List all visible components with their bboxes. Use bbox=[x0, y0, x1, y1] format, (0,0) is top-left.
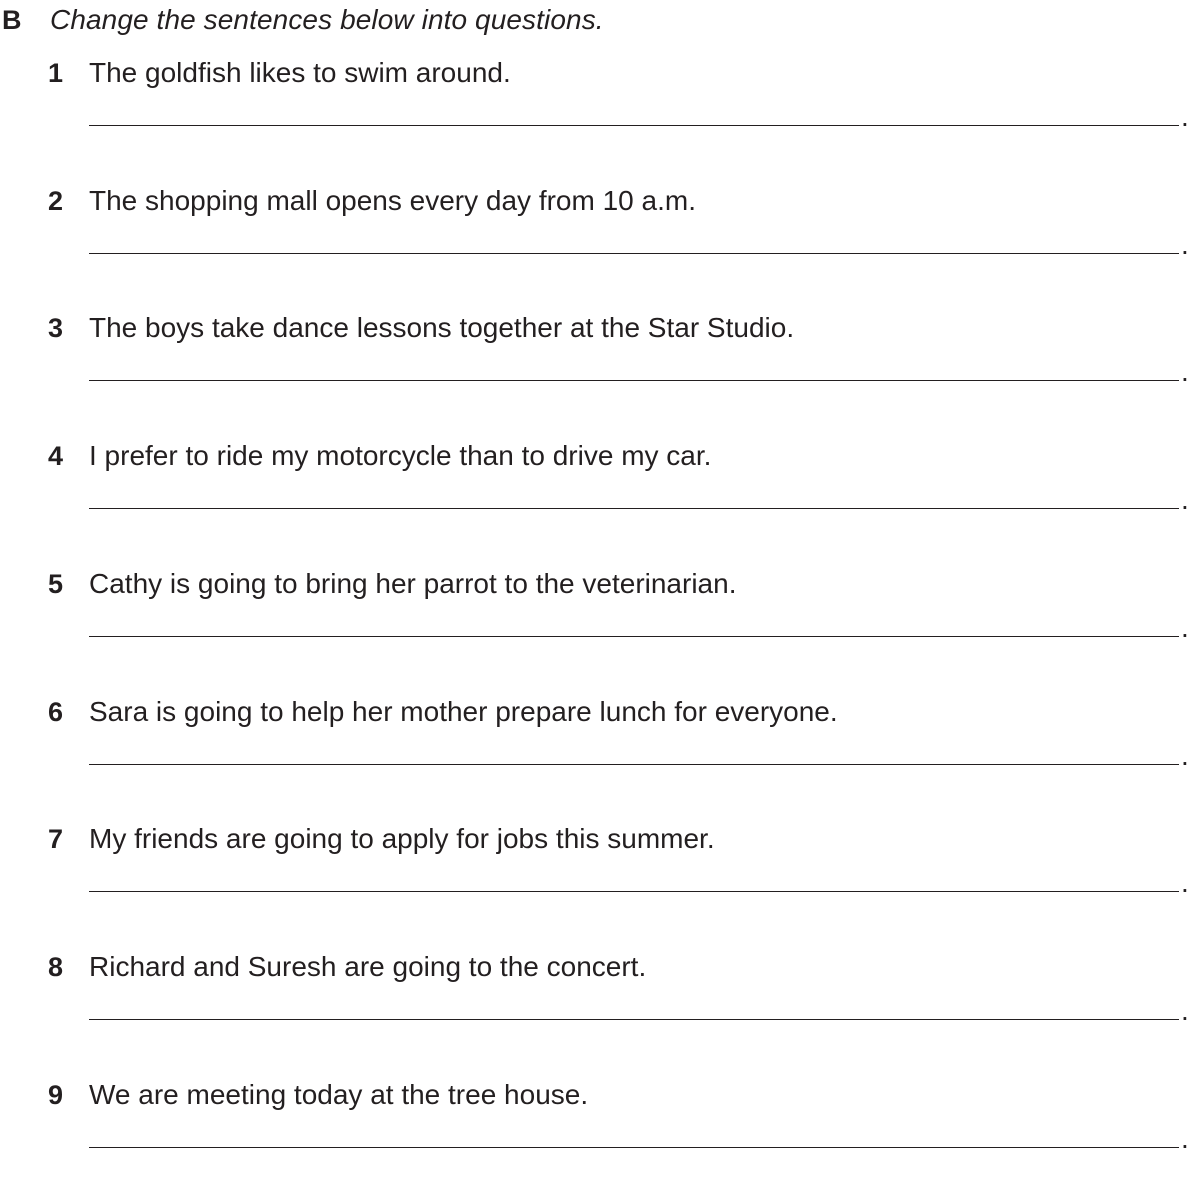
question-text: We are meeting today at the tree house. bbox=[89, 1079, 589, 1110]
question-item bbox=[0, 310, 1200, 410]
answer-line[interactable] bbox=[89, 508, 1179, 509]
answer-line[interactable] bbox=[89, 253, 1179, 254]
question-number: 9 bbox=[48, 1080, 64, 1110]
question-number: 3 bbox=[48, 313, 64, 343]
question-text: The shopping mall opens every day from 10 a.m. bbox=[89, 185, 696, 216]
answer-full-stop: . bbox=[1181, 995, 1189, 1026]
question-item bbox=[0, 566, 1200, 666]
answer-full-stop: . bbox=[1181, 101, 1189, 132]
question-text: The goldfish likes to swim around. bbox=[89, 57, 511, 88]
question-number: 2 bbox=[48, 186, 64, 216]
question-item bbox=[0, 949, 1200, 1049]
answer-full-stop: . bbox=[1181, 484, 1189, 515]
question-number: 8 bbox=[48, 952, 64, 982]
question-text: Richard and Suresh are going to the concert. bbox=[89, 951, 647, 982]
answer-full-stop: . bbox=[1181, 612, 1189, 643]
answer-full-stop: . bbox=[1181, 1123, 1189, 1154]
answer-full-stop: . bbox=[1181, 229, 1189, 260]
answer-line[interactable] bbox=[89, 636, 1179, 637]
question-item bbox=[0, 694, 1200, 794]
question-item bbox=[0, 183, 1200, 283]
question-item bbox=[0, 821, 1200, 921]
question-item bbox=[0, 1077, 1200, 1177]
answer-line[interactable] bbox=[89, 1019, 1179, 1020]
question-item bbox=[0, 55, 1200, 155]
answer-full-stop: . bbox=[1181, 740, 1189, 771]
section-letter: B bbox=[2, 4, 22, 35]
question-number: 6 bbox=[48, 697, 64, 727]
section-header bbox=[0, 2, 604, 38]
question-item bbox=[0, 438, 1200, 538]
question-text: My friends are going to apply for jobs this summer. bbox=[89, 823, 715, 854]
answer-line[interactable] bbox=[89, 1147, 1179, 1148]
question-text: Cathy is going to bring her parrot to the veterinarian. bbox=[89, 568, 737, 599]
answer-line[interactable] bbox=[89, 380, 1179, 381]
answer-full-stop: . bbox=[1181, 356, 1189, 387]
question-number: 7 bbox=[48, 824, 64, 854]
question-text: Sara is going to help her mother prepare lunch for everyone. bbox=[89, 696, 838, 727]
answer-full-stop: . bbox=[1181, 867, 1189, 898]
question-number: 1 bbox=[48, 58, 64, 88]
answer-line[interactable] bbox=[89, 891, 1179, 892]
instruction-text: Change the sentences below into questions. bbox=[50, 4, 604, 35]
question-text: The boys take dance lessons together at the Star Studio. bbox=[89, 312, 795, 343]
question-number: 4 bbox=[48, 441, 64, 471]
answer-line[interactable] bbox=[89, 125, 1179, 126]
question-number: 5 bbox=[48, 569, 64, 599]
question-text: I prefer to ride my motorcycle than to drive my car. bbox=[89, 440, 712, 471]
answer-line[interactable] bbox=[89, 764, 1179, 765]
